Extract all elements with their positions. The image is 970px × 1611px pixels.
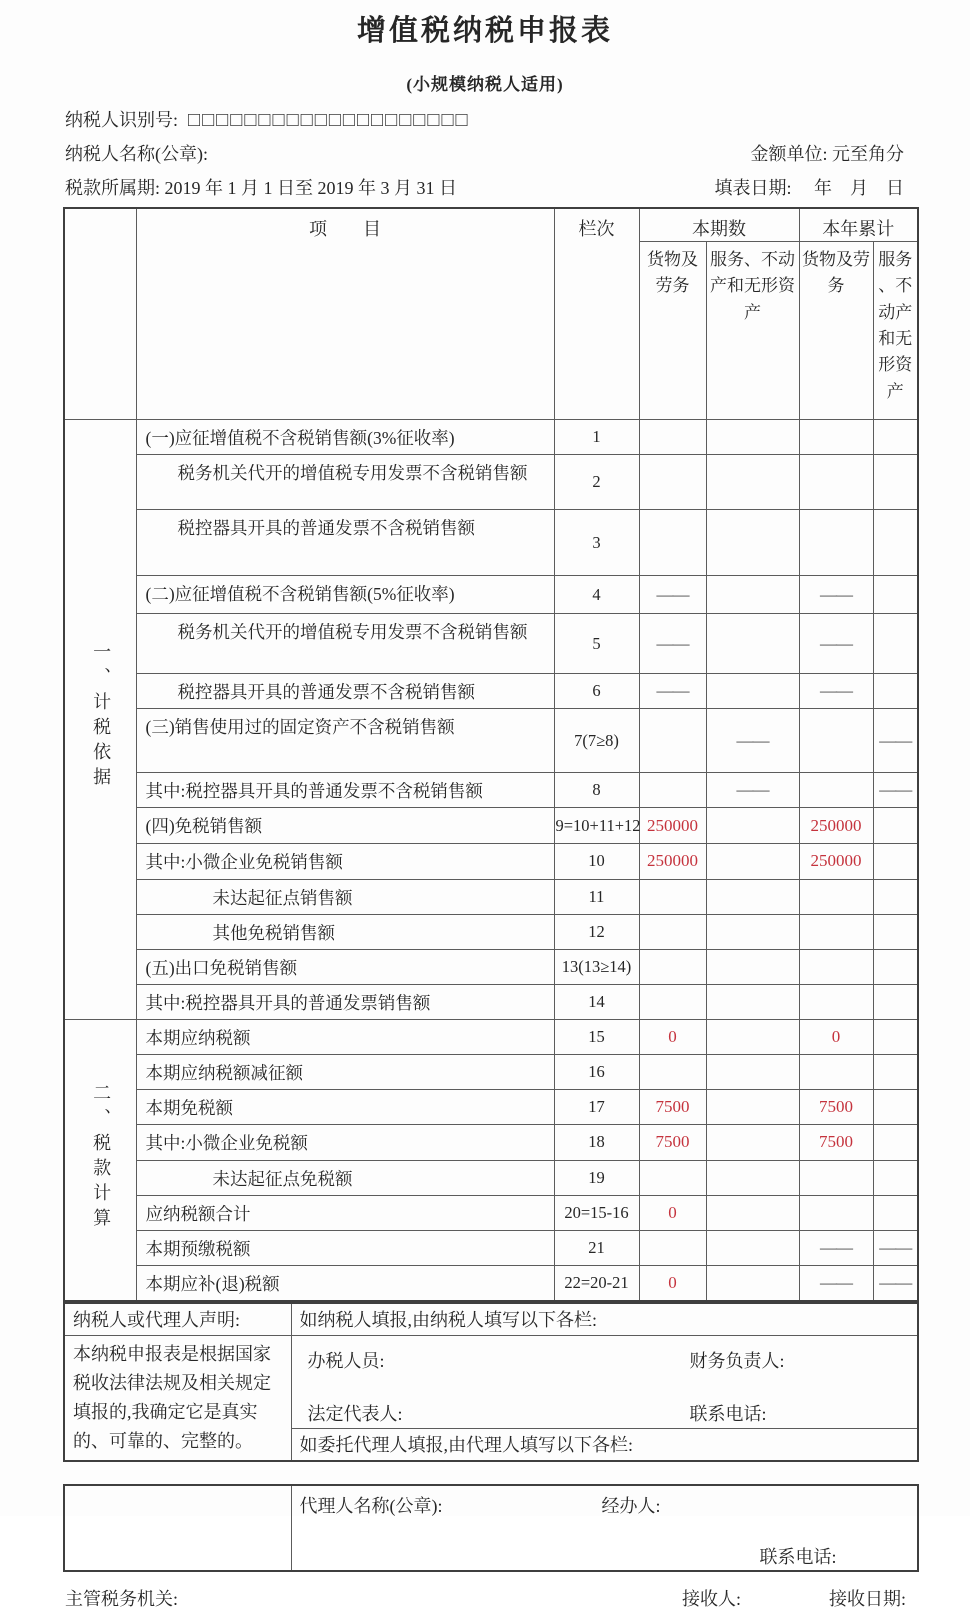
table-row bbox=[64, 709, 918, 773]
table-header bbox=[64, 208, 918, 420]
row-index: 8 bbox=[554, 773, 639, 808]
table-row bbox=[64, 1160, 918, 1195]
row-index: 13(13≥14) bbox=[554, 949, 639, 984]
table-row bbox=[64, 1055, 918, 1090]
amount-unit-label: 金额单位: bbox=[750, 144, 828, 164]
fill-date bbox=[714, 174, 918, 200]
col-header-goods-current: 货物及劳务 bbox=[639, 242, 706, 420]
declaration-statement: 本纳税申报表是根据国家税收法律法规及相关规定填报的,我确定它是真实的、可靠的、完整的。 bbox=[64, 1335, 291, 1461]
row-index: 19 bbox=[554, 1160, 639, 1195]
value-cell: 7500 bbox=[799, 1125, 873, 1160]
amount-unit-value: 元至角分 bbox=[832, 144, 904, 164]
value-cell bbox=[706, 1055, 799, 1090]
value-cell bbox=[639, 1230, 706, 1265]
table-row bbox=[64, 510, 918, 576]
value-cell: 250000 bbox=[639, 844, 706, 879]
row-index: 21 bbox=[554, 1230, 639, 1265]
value-cell: 7500 bbox=[639, 1125, 706, 1160]
table-row bbox=[64, 808, 918, 844]
value-cell bbox=[706, 614, 799, 674]
value-cell bbox=[873, 879, 918, 914]
value-cell bbox=[873, 949, 918, 984]
value-cell bbox=[873, 984, 918, 1019]
not-applicable-dash: —— bbox=[873, 1230, 918, 1265]
value-cell bbox=[639, 984, 706, 1019]
value-cell bbox=[706, 420, 799, 455]
not-applicable-dash: —— bbox=[873, 773, 918, 808]
value-cell bbox=[706, 914, 799, 949]
item-label: 税控器具开具的普通发票不含税销售额 bbox=[136, 674, 554, 709]
value-cell bbox=[639, 455, 706, 510]
item-label: 应纳税额合计 bbox=[136, 1195, 554, 1230]
agent-box-empty-cell bbox=[64, 1485, 291, 1571]
table-row bbox=[64, 1265, 918, 1301]
value-cell bbox=[873, 674, 918, 709]
declaration-table bbox=[63, 1302, 919, 1462]
row-index: 18 bbox=[554, 1125, 639, 1160]
row-index: 12 bbox=[554, 914, 639, 949]
value-cell bbox=[799, 1055, 873, 1090]
tax-authority-label: 主管税务机关: bbox=[65, 1589, 179, 1609]
value-cell bbox=[873, 1160, 918, 1195]
value-cell bbox=[706, 674, 799, 709]
value-cell bbox=[706, 1230, 799, 1265]
row-index: 22=20-21 bbox=[554, 1265, 639, 1301]
value-cell bbox=[706, 455, 799, 510]
row-index: 4 bbox=[554, 576, 639, 614]
value-cell bbox=[873, 420, 918, 455]
item-label: (二)应征增值税不含税销售额(5%征收率) bbox=[136, 576, 554, 614]
tax-period-value: 2019 年 1 月 1 日至 2019 年 3 月 31 日 bbox=[164, 178, 458, 198]
vat-declaration-table bbox=[63, 207, 919, 1302]
value-cell: 7500 bbox=[639, 1090, 706, 1125]
taxpayer-fill-note: 如纳税人填报,由纳税人填写以下各栏: bbox=[291, 1303, 918, 1335]
item-label: 未达起征点销售额 bbox=[136, 879, 554, 914]
value-cell: 0 bbox=[799, 1020, 873, 1055]
receive-date-label: 接收日期: bbox=[828, 1589, 906, 1609]
table-row bbox=[64, 844, 918, 879]
receiver-label: 接收人: bbox=[681, 1589, 741, 1609]
table-row bbox=[64, 420, 918, 455]
row-index: 15 bbox=[554, 1020, 639, 1055]
value-cell bbox=[706, 844, 799, 879]
value-cell: 250000 bbox=[639, 808, 706, 844]
item-label: 税务机关代开的增值税专用发票不含税销售额 bbox=[136, 455, 554, 510]
value-cell bbox=[706, 879, 799, 914]
value-cell bbox=[873, 1055, 918, 1090]
page-title: 增值税纳税申报表 bbox=[356, 15, 613, 47]
value-cell bbox=[639, 879, 706, 914]
table-row bbox=[64, 674, 918, 709]
value-cell bbox=[873, 1090, 918, 1125]
signer-fields-cell bbox=[291, 1335, 918, 1428]
item-label: (五)出口免税销售额 bbox=[136, 949, 554, 984]
form-info-block bbox=[65, 106, 918, 200]
section-header-cell bbox=[64, 208, 136, 420]
row-index: 5 bbox=[554, 614, 639, 674]
value-cell bbox=[706, 1090, 799, 1125]
item-label: 本期预缴税额 bbox=[136, 1230, 554, 1265]
value-cell bbox=[706, 576, 799, 614]
item-label: 其中:税控器具开具的普通发票销售额 bbox=[136, 984, 554, 1019]
value-cell bbox=[706, 1195, 799, 1230]
value-cell bbox=[873, 1195, 918, 1230]
item-label: (三)销售使用过的固定资产不含税销售额 bbox=[136, 709, 554, 773]
row-index: 11 bbox=[554, 879, 639, 914]
table-row bbox=[64, 914, 918, 949]
value-cell bbox=[873, 1125, 918, 1160]
item-label: 本期应纳税额减征额 bbox=[136, 1055, 554, 1090]
footer-row bbox=[65, 1585, 918, 1611]
not-applicable-dash: —— bbox=[799, 614, 873, 674]
not-applicable-dash: —— bbox=[639, 614, 706, 674]
item-label: 税控器具开具的普通发票不含税销售额 bbox=[136, 510, 554, 576]
section-label-vertical-text: 一、计税依据 bbox=[91, 642, 112, 792]
value-cell: 0 bbox=[639, 1020, 706, 1055]
item-label: 本期免税额 bbox=[136, 1090, 554, 1125]
agent-name-label: 代理人名称(公章): bbox=[299, 1496, 443, 1516]
section-label-vertical-text: 二、税款计算 bbox=[91, 1082, 112, 1233]
value-cell bbox=[639, 1055, 706, 1090]
fill-date-value: 年 月 日 bbox=[814, 178, 904, 198]
value-cell: 250000 bbox=[799, 808, 873, 844]
agent-contact-phone-label: 联系电话: bbox=[759, 1547, 837, 1567]
value-cell bbox=[799, 455, 873, 510]
value-cell bbox=[799, 914, 873, 949]
value-cell bbox=[873, 455, 918, 510]
value-cell: 0 bbox=[639, 1265, 706, 1301]
value-cell bbox=[799, 510, 873, 576]
value-cell bbox=[799, 879, 873, 914]
value-cell bbox=[873, 1020, 918, 1055]
not-applicable-dash: —— bbox=[799, 1230, 873, 1265]
value-cell bbox=[799, 773, 873, 808]
value-cell: 250000 bbox=[799, 844, 873, 879]
value-cell: 7500 bbox=[799, 1090, 873, 1125]
value-cell bbox=[639, 510, 706, 576]
table-row bbox=[64, 1195, 918, 1230]
amount-unit bbox=[750, 140, 918, 166]
table-row bbox=[64, 773, 918, 808]
taxpayer-id-boxes: □□□□□□□□□□□□□□□□□□□□ bbox=[188, 109, 470, 131]
value-cell bbox=[873, 614, 918, 674]
not-applicable-dash: —— bbox=[706, 773, 799, 808]
item-label: (一)应征增值税不含税销售额(3%征收率) bbox=[136, 420, 554, 455]
row-index: 20=15-16 bbox=[554, 1195, 639, 1230]
table-row bbox=[64, 984, 918, 1019]
section-label bbox=[64, 1020, 136, 1302]
declarant-label: 纳税人或代理人声明: bbox=[64, 1303, 291, 1335]
tax-table-body bbox=[64, 420, 918, 1302]
value-cell bbox=[706, 1160, 799, 1195]
col-header-services-ytd: 服务、不动产和无形资产 bbox=[873, 242, 918, 420]
value-cell bbox=[639, 914, 706, 949]
item-label: 未达起征点免税额 bbox=[136, 1160, 554, 1195]
taxpayer-id-label: 纳税人识别号: bbox=[65, 110, 179, 130]
value-cell bbox=[799, 1195, 873, 1230]
value-cell bbox=[706, 808, 799, 844]
handler-label: 经办人: bbox=[601, 1496, 661, 1516]
row-index: 14 bbox=[554, 984, 639, 1019]
tax-period-row bbox=[65, 174, 918, 200]
row-index: 7(7≥8) bbox=[554, 709, 639, 773]
fill-date-label: 填表日期: bbox=[714, 178, 792, 198]
row-index: 17 bbox=[554, 1090, 639, 1125]
row-index: 16 bbox=[554, 1055, 639, 1090]
value-cell bbox=[799, 420, 873, 455]
col-header-services-current: 服务、不动产和无形资产 bbox=[706, 242, 799, 420]
value-cell bbox=[799, 949, 873, 984]
table-row bbox=[64, 1230, 918, 1265]
section-label bbox=[64, 420, 136, 1020]
not-applicable-dash: —— bbox=[799, 576, 873, 614]
row-index: 10 bbox=[554, 844, 639, 879]
legal-rep-label: 法定代表人: bbox=[307, 1403, 403, 1424]
not-applicable-dash: —— bbox=[639, 576, 706, 614]
page-subtitle: (小规模纳税人适用) bbox=[406, 75, 564, 94]
col-header-year-to-date: 本年累计 bbox=[799, 208, 918, 242]
table-row bbox=[64, 1090, 918, 1125]
value-cell bbox=[799, 709, 873, 773]
taxpayer-name-row bbox=[65, 140, 918, 166]
not-applicable-dash: —— bbox=[799, 1265, 873, 1301]
finance-head-label: 财务负责人: bbox=[689, 1350, 785, 1371]
not-applicable-dash: —— bbox=[799, 674, 873, 709]
value-cell bbox=[639, 420, 706, 455]
item-label: (四)免税销售额 bbox=[136, 808, 554, 844]
col-header-item: 项 目 bbox=[136, 208, 554, 420]
item-label: 其中:小微企业免税销售额 bbox=[136, 844, 554, 879]
value-cell: 0 bbox=[639, 1195, 706, 1230]
col-header-current-period: 本期数 bbox=[639, 208, 799, 242]
agent-fields-cell bbox=[291, 1485, 918, 1571]
not-applicable-dash: —— bbox=[873, 709, 918, 773]
col-header-index: 栏次 bbox=[554, 208, 639, 420]
row-index: 6 bbox=[554, 674, 639, 709]
taxpayer-id-row bbox=[65, 106, 918, 132]
item-label: 税务机关代开的增值税专用发票不含税销售额 bbox=[136, 614, 554, 674]
value-cell bbox=[873, 576, 918, 614]
table-row bbox=[64, 1020, 918, 1055]
value-cell bbox=[799, 984, 873, 1019]
not-applicable-dash: —— bbox=[706, 709, 799, 773]
row-index: 1 bbox=[554, 420, 639, 455]
item-label: 本期应纳税额 bbox=[136, 1020, 554, 1055]
tax-period-label: 税款所属期: bbox=[65, 178, 161, 198]
agent-box bbox=[63, 1484, 919, 1572]
row-index: 3 bbox=[554, 510, 639, 576]
table-row bbox=[64, 455, 918, 510]
value-cell bbox=[706, 949, 799, 984]
item-label: 其中:税控器具开具的普通发票不含税销售额 bbox=[136, 773, 554, 808]
row-index: 9=10+11+12 bbox=[554, 808, 639, 844]
value-cell bbox=[706, 984, 799, 1019]
value-cell bbox=[706, 1020, 799, 1055]
value-cell bbox=[639, 949, 706, 984]
table-row bbox=[64, 614, 918, 674]
value-cell bbox=[639, 709, 706, 773]
table-row bbox=[64, 576, 918, 614]
value-cell bbox=[873, 808, 918, 844]
value-cell bbox=[706, 1265, 799, 1301]
value-cell bbox=[873, 914, 918, 949]
item-label: 其中:小微企业免税额 bbox=[136, 1125, 554, 1160]
not-applicable-dash: —— bbox=[639, 674, 706, 709]
agent-fill-note: 如委托代理人填报,由代理人填写以下各栏: bbox=[291, 1428, 918, 1461]
not-applicable-dash: —— bbox=[873, 1265, 918, 1301]
contact-phone-label: 联系电话: bbox=[689, 1403, 767, 1424]
item-label: 其他免税销售额 bbox=[136, 914, 554, 949]
value-cell bbox=[639, 1160, 706, 1195]
taxpayer-name-label: 纳税人名称(公章): bbox=[65, 144, 208, 164]
value-cell bbox=[706, 1125, 799, 1160]
value-cell bbox=[639, 773, 706, 808]
table-row bbox=[64, 879, 918, 914]
table-row bbox=[64, 949, 918, 984]
table-row bbox=[64, 1125, 918, 1160]
item-label: 本期应补(退)税额 bbox=[136, 1265, 554, 1301]
value-cell bbox=[873, 844, 918, 879]
tax-officer-label: 办税人员: bbox=[307, 1350, 385, 1371]
value-cell bbox=[706, 510, 799, 576]
value-cell bbox=[799, 1160, 873, 1195]
col-header-goods-ytd: 货物及劳务 bbox=[799, 242, 873, 420]
value-cell bbox=[873, 510, 918, 576]
row-index: 2 bbox=[554, 455, 639, 510]
